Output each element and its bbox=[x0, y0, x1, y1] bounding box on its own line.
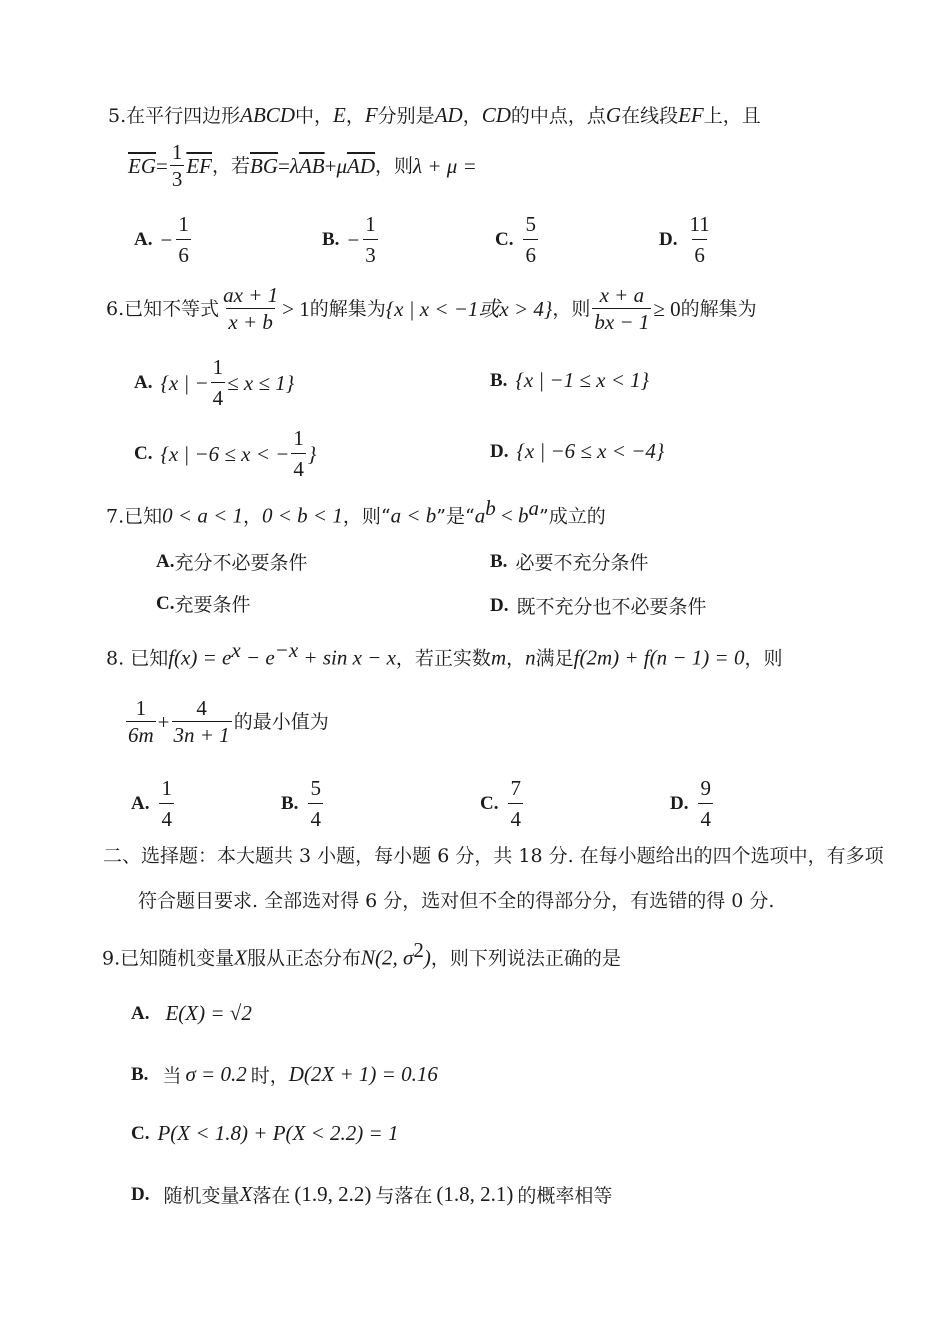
q8-option-c[interactable] bbox=[480, 776, 525, 832]
q8-option-b[interactable] bbox=[281, 776, 325, 832]
option-fraction bbox=[308, 776, 323, 832]
frac-den: x + b bbox=[228, 310, 273, 334]
q9-option-a[interactable] bbox=[131, 1001, 252, 1026]
q5-plus: + bbox=[324, 153, 337, 178]
q7-option-c[interactable] bbox=[156, 590, 251, 617]
q8-exponent: −x bbox=[274, 638, 299, 662]
q8-option-d[interactable] bbox=[670, 776, 715, 832]
q8-option-a[interactable] bbox=[131, 776, 176, 832]
frac-num: 11 bbox=[689, 212, 710, 236]
q7-b-exponent: a bbox=[528, 496, 540, 520]
option-expr: {x | −6 ≤ x < − bbox=[160, 441, 290, 466]
q7-less-than: < bbox=[495, 503, 519, 528]
q8-exponent: x bbox=[231, 638, 241, 662]
q6-inequality-2: ≥ 0 bbox=[653, 296, 681, 321]
q6-text: 的解集为 bbox=[680, 297, 757, 320]
q8-function: + sin x − x bbox=[298, 645, 396, 670]
frac-den: 4 bbox=[508, 803, 523, 832]
frac-den: bx − 1 bbox=[594, 310, 650, 334]
q7-condition-a: 0 < a < 1 bbox=[162, 503, 243, 528]
option-label: D. bbox=[490, 440, 509, 462]
q5-ef-vector: $\overline{EF}$ bbox=[186, 153, 212, 178]
option-fraction bbox=[211, 355, 226, 411]
option-label: A. bbox=[131, 793, 150, 814]
q8-text: 满足 bbox=[535, 647, 574, 670]
q5-sum-expression: λ + μ = bbox=[413, 153, 477, 178]
q5-text: ，若 bbox=[212, 154, 251, 177]
option-sign: − bbox=[160, 227, 173, 252]
q7-option-b[interactable] bbox=[490, 548, 648, 575]
q8-text: 已知 bbox=[130, 647, 169, 670]
q5-stem-line1 bbox=[108, 105, 761, 126]
q5-abcd: ABCD bbox=[240, 103, 295, 127]
frac-num: 4 bbox=[196, 696, 207, 720]
frac-num: 1 bbox=[178, 212, 189, 236]
option-fraction bbox=[159, 776, 174, 832]
q7-text: ”成立的 bbox=[539, 505, 606, 528]
q5-frac-num: 1 bbox=[171, 140, 183, 164]
option-label: A. bbox=[131, 1002, 150, 1024]
q5-option-b[interactable] bbox=[322, 212, 380, 268]
q6-option-b[interactable] bbox=[490, 368, 649, 393]
frac-num: 1 bbox=[135, 696, 147, 720]
q8-text: ，若正实数 bbox=[395, 647, 491, 670]
option-label: B. bbox=[281, 793, 299, 814]
q5-f: F bbox=[364, 103, 378, 127]
option-label: B. bbox=[490, 369, 508, 391]
q6-inequality-1: > 1 bbox=[282, 296, 310, 321]
q5-eg-vector: $\overline{EG}$ bbox=[128, 153, 156, 178]
q7-a-exponent: b bbox=[485, 496, 496, 520]
q5-fraction bbox=[170, 142, 185, 190]
option-text: 的概率相等 bbox=[517, 1185, 613, 1207]
q9-text: 已知随机变量 bbox=[120, 947, 235, 970]
frac-den: 3 bbox=[363, 239, 378, 268]
q9-distribution: N(2, σ bbox=[361, 945, 414, 970]
option-expr: {x | −1 ≤ x < 1} bbox=[515, 368, 650, 392]
q7-condition-b: 0 < b < 1 bbox=[262, 503, 343, 528]
frac-den: 3n + 1 bbox=[173, 723, 230, 747]
q6-solution-set: {x | x < −1或x > 4} bbox=[385, 296, 553, 321]
option-sign: − bbox=[347, 227, 360, 252]
q6-option-c[interactable] bbox=[134, 426, 316, 482]
q5-option-d[interactable] bbox=[659, 212, 714, 268]
q9-x: X bbox=[234, 945, 247, 970]
q5-stem-line2 bbox=[128, 142, 477, 190]
option-interval-1: (1.9, 2.2) bbox=[294, 1182, 372, 1206]
q5-ab-vector: $\overline{AB}$ bbox=[298, 153, 325, 178]
option-expr: {x | −6 ≤ x < −4} bbox=[516, 439, 665, 463]
q6-text: 的解集为 bbox=[309, 297, 386, 320]
frac-den: 4 bbox=[211, 382, 226, 411]
q8-fraction-2 bbox=[172, 698, 232, 746]
q8-comma: ， bbox=[506, 647, 526, 670]
q5-frac-den: 3 bbox=[171, 167, 183, 191]
q8-function: − e bbox=[240, 645, 275, 670]
option-label: C. bbox=[134, 443, 153, 464]
frac-num: 7 bbox=[510, 776, 521, 800]
option-text: 充要条件 bbox=[174, 594, 251, 616]
q8-n: n bbox=[525, 645, 536, 670]
q9-option-b[interactable] bbox=[131, 1061, 438, 1088]
q5-ad: AD bbox=[434, 103, 463, 127]
q8-m: m bbox=[490, 645, 507, 670]
q5-g: G bbox=[605, 103, 622, 127]
q7-text: ”是“ bbox=[436, 505, 475, 528]
option-label: D. bbox=[670, 793, 689, 814]
option-label: C. bbox=[156, 592, 175, 614]
option-text: 随机变量 bbox=[163, 1185, 240, 1207]
frac-den: 4 bbox=[308, 803, 323, 832]
q6-fraction-1 bbox=[221, 285, 280, 333]
q5-comma: ， bbox=[462, 105, 482, 127]
q5-comma: ， bbox=[345, 105, 365, 127]
q5-e: E bbox=[333, 103, 346, 127]
q9-stem bbox=[102, 940, 621, 968]
option-label: A. bbox=[156, 550, 175, 572]
q9-text: 服从正态分布 bbox=[246, 947, 361, 970]
q5-ef: EF bbox=[678, 103, 704, 127]
q6-text: 已知不等式 bbox=[124, 297, 220, 320]
q5-bg-vector: $\overline{BG}$ bbox=[250, 153, 279, 178]
frac-num: 5 bbox=[525, 212, 536, 236]
q7-option-a[interactable] bbox=[156, 548, 308, 575]
frac-num: 5 bbox=[310, 776, 321, 800]
frac-den: 4 bbox=[291, 453, 306, 482]
option-label: B. bbox=[131, 1063, 149, 1085]
option-label: D. bbox=[659, 229, 678, 250]
q9-distribution: ) bbox=[423, 945, 431, 970]
option-label: B. bbox=[490, 550, 508, 572]
option-fraction bbox=[523, 212, 538, 268]
q7-stem bbox=[106, 498, 606, 526]
option-text: 必要不充分条件 bbox=[515, 552, 649, 574]
q5-number: 5. bbox=[108, 105, 127, 127]
frac-num: 1 bbox=[293, 426, 304, 450]
q5-equals: = bbox=[278, 153, 290, 178]
q8-function: f(x) = e bbox=[168, 645, 232, 670]
frac-den: 6 bbox=[176, 239, 191, 268]
option-expr: E(X) = √2 bbox=[165, 1001, 252, 1025]
frac-den: 4 bbox=[698, 803, 713, 832]
q7-a-base: a bbox=[474, 503, 486, 528]
option-label: D. bbox=[131, 1183, 150, 1205]
section2-instructions-line2: 符合题目要求. 全部选对得 6 分，选对但不全的得部分分，有选错的得 0 分. bbox=[138, 890, 775, 912]
option-text: 当 bbox=[162, 1065, 182, 1087]
q5-text: 在线段 bbox=[621, 105, 679, 127]
q7-b-base: b bbox=[518, 503, 529, 528]
option-interval-2: (1.8, 2.1) bbox=[436, 1182, 514, 1206]
section2-instructions-line1: 二、选择题：本大题共 3 小题，每小题 6 分，共 18 分. 在每小题给出的四个选项中，有多项 bbox=[103, 845, 884, 867]
frac-num: 9 bbox=[700, 776, 711, 800]
q6-option-a[interactable] bbox=[134, 355, 294, 411]
option-label: C. bbox=[480, 793, 499, 814]
option-expr: {x | − bbox=[160, 370, 209, 395]
q9-exponent: 2 bbox=[413, 938, 424, 962]
q6-number: 6. bbox=[106, 297, 125, 320]
q5-equals: = bbox=[156, 153, 168, 178]
q5-option-c[interactable] bbox=[495, 212, 540, 268]
option-fraction bbox=[363, 212, 378, 268]
q8-text: 的最小值为 bbox=[233, 710, 329, 733]
q5-text: 上，且 bbox=[703, 105, 761, 127]
q7-option-d[interactable] bbox=[490, 592, 707, 619]
q6-stem bbox=[106, 285, 757, 333]
q7-condition-ab: a < b bbox=[390, 503, 437, 528]
q7-text: ，则“ bbox=[342, 505, 391, 528]
option-text: 时， bbox=[250, 1065, 289, 1087]
q9-number: 9. bbox=[102, 947, 121, 970]
option-label: D. bbox=[490, 594, 509, 616]
frac-num: x + a bbox=[599, 283, 645, 307]
option-text: 充分不必要条件 bbox=[174, 552, 308, 574]
q8-text: ，则 bbox=[744, 647, 783, 670]
option-label: C. bbox=[131, 1122, 150, 1144]
q5-text: 在平行四边形 bbox=[126, 105, 241, 127]
option-expr: ≤ x ≤ 1} bbox=[227, 370, 295, 395]
q5-text: 中， bbox=[294, 105, 333, 127]
option-expr: σ = 0.2 bbox=[185, 1062, 247, 1086]
frac-den: 4 bbox=[159, 803, 174, 832]
q5-text: 的中点，点 bbox=[510, 105, 606, 127]
option-expr: P(X < 1.8) + P(X < 2.2) = 1 bbox=[157, 1121, 399, 1145]
option-fraction bbox=[687, 212, 711, 268]
option-label: C. bbox=[495, 229, 514, 250]
q8-number: 8. bbox=[106, 647, 125, 670]
frac-num: ax + 1 bbox=[223, 283, 279, 307]
q7-comma: ， bbox=[243, 505, 263, 528]
q8-plus: + bbox=[157, 709, 170, 734]
option-expr: } bbox=[307, 441, 317, 466]
q6-text: ，则 bbox=[552, 297, 591, 320]
option-fraction bbox=[698, 776, 713, 832]
q5-text: 分别是 bbox=[377, 105, 435, 127]
q9-text: ，则下列说法正确的是 bbox=[430, 947, 621, 970]
q5-lambda: λ bbox=[289, 153, 299, 178]
option-text: 既不充分也不必要条件 bbox=[516, 596, 707, 618]
q6-fraction-2 bbox=[592, 285, 651, 333]
q5-option-a[interactable] bbox=[134, 212, 193, 268]
q9-option-d[interactable] bbox=[131, 1181, 612, 1208]
option-fraction bbox=[176, 212, 191, 268]
q8-stem-line1 bbox=[106, 640, 782, 668]
q5-ad-vector: $\overline{AD}$ bbox=[347, 153, 376, 178]
frac-den: 6m bbox=[128, 723, 154, 747]
option-fraction bbox=[291, 426, 306, 482]
option-x: X bbox=[239, 1182, 253, 1206]
q9-option-c[interactable] bbox=[131, 1121, 398, 1146]
q8-stem-line2 bbox=[124, 698, 329, 746]
q6-option-d[interactable] bbox=[490, 439, 664, 464]
q7-text: 已知 bbox=[124, 505, 163, 528]
q5-text: ，则 bbox=[375, 154, 414, 177]
option-label: A. bbox=[134, 229, 153, 250]
frac-den: 6 bbox=[523, 239, 538, 268]
option-label: A. bbox=[134, 372, 153, 393]
frac-den: 6 bbox=[692, 239, 707, 268]
frac-num: 1 bbox=[365, 212, 376, 236]
q5-cd: CD bbox=[481, 103, 511, 127]
option-fraction bbox=[508, 776, 523, 832]
option-label: B. bbox=[322, 229, 340, 250]
option-expr: D(2X + 1) = 0.16 bbox=[288, 1062, 438, 1086]
q7-number: 7. bbox=[106, 505, 125, 528]
option-text: 落在 bbox=[252, 1185, 291, 1207]
frac-num: 1 bbox=[212, 355, 224, 379]
option-text: 与落在 bbox=[375, 1185, 433, 1207]
q8-fraction-1 bbox=[126, 698, 156, 746]
q8-condition: f(2m) + f(n − 1) = 0 bbox=[573, 645, 745, 670]
frac-num: 1 bbox=[161, 776, 172, 800]
q5-mu: μ bbox=[336, 153, 348, 178]
